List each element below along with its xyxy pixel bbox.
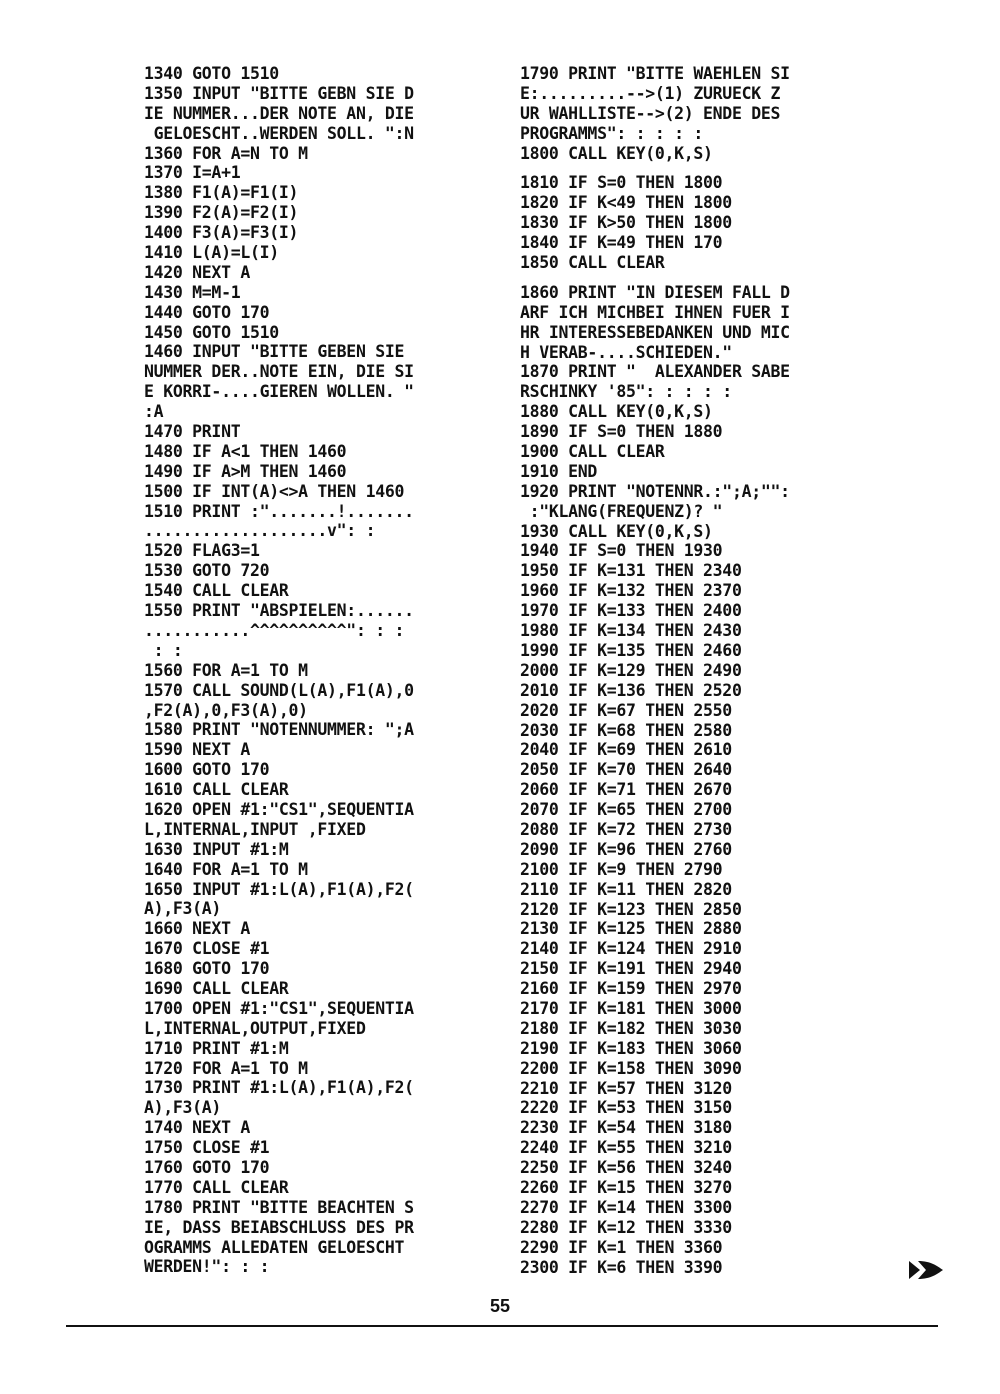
code-line: 1890 IF S=0 THEN 1880 [520, 422, 723, 442]
code-line: 2140 IF K=124 THEN 2910 [520, 939, 742, 959]
code-line: 2120 IF K=123 THEN 2850 [520, 899, 742, 919]
code-line: 2200 IF K=158 THEN 3090 [520, 1058, 742, 1078]
code-line: 2080 IF K=72 THEN 2730 [520, 819, 732, 839]
code-line: 1460 INPUT "BITTE GEBEN SIE [144, 342, 405, 362]
double-arrow-right-icon [907, 1258, 945, 1282]
code-line: 1860 PRINT "IN DIESEM FALL D [520, 282, 790, 302]
code-line: 1830 IF K>50 THEN 1800 [520, 213, 732, 233]
code-line: 1710 PRINT #1:M [144, 1038, 289, 1058]
code-line: 1550 PRINT "ABSPIELEN:...... [144, 601, 414, 621]
code-line: 1360 FOR A=N TO M [144, 143, 308, 163]
code-line: 1700 OPEN #1:"CS1",SEQUENTIA [144, 998, 414, 1018]
code-line: 1720 FOR A=1 TO M [144, 1058, 308, 1078]
code-line: 1490 IF A>M THEN 1460 [144, 461, 347, 481]
code-line: A),F3(A) [144, 1098, 222, 1118]
code-line: ...................v": : [144, 521, 376, 541]
code-line: 2070 IF K=65 THEN 2700 [520, 800, 732, 820]
code-line: 1650 INPUT #1:L(A),F1(A),F2( [144, 879, 414, 899]
code-line: 1750 CLOSE #1 [144, 1138, 270, 1158]
left-code-column [144, 64, 494, 1277]
code-line: 1570 CALL SOUND(L(A),F1(A),0 [144, 680, 414, 700]
code-line: 2180 IF K=182 THEN 3030 [520, 1018, 742, 1038]
block-gap [520, 163, 865, 173]
code-line: 2150 IF K=191 THEN 2940 [520, 959, 742, 979]
code-line: 1630 INPUT #1:M [144, 839, 289, 859]
code-line: 1530 GOTO 720 [144, 561, 270, 581]
code-line: 1350 INPUT "BITTE GEBN SIE D [144, 83, 414, 103]
code-line: 1950 IF K=131 THEN 2340 [520, 561, 742, 581]
code-line: 1590 NEXT A [144, 740, 250, 760]
code-line: 2240 IF K=55 THEN 3210 [520, 1138, 732, 1158]
page-number: 55 [489, 1296, 511, 1316]
code-line: 1940 IF S=0 THEN 1930 [520, 541, 723, 561]
code-line: E:.........-->(1) ZURUECK Z [520, 83, 781, 103]
code-line: 1410 L(A)=L(I) [144, 243, 279, 263]
code-line: 1790 PRINT "BITTE WAEHLEN SI [520, 64, 790, 83]
code-line: 1520 FLAG3=1 [144, 541, 260, 561]
code-line: 1850 CALL CLEAR [520, 253, 665, 273]
code-line: 2300 IF K=6 THEN 3390 [520, 1257, 723, 1277]
code-line: 1800 CALL KEY(0,K,S) [520, 143, 713, 163]
code-line: 1900 CALL CLEAR [520, 442, 665, 462]
code-line: 1480 IF A<1 THEN 1460 [144, 441, 347, 461]
code-line: 1660 NEXT A [144, 919, 250, 939]
code-line: 2170 IF K=181 THEN 3000 [520, 998, 742, 1018]
code-line: 1510 PRINT :".......!....... [144, 501, 414, 521]
footer-rule [66, 1325, 938, 1327]
code-line: 2260 IF K=15 THEN 3270 [520, 1177, 732, 1197]
code-line: UR WAHLLISTE-->(2) ENDE DES [520, 103, 781, 123]
code-line: 1450 GOTO 1510 [144, 322, 279, 342]
code-line: GELOESCHT..WERDEN SOLL. ":N [144, 123, 414, 143]
code-line: 2280 IF K=12 THEN 3330 [520, 1217, 732, 1237]
code-line: 1600 GOTO 170 [144, 760, 270, 780]
code-line: 1440 GOTO 170 [144, 302, 270, 322]
code-line: 1500 IF INT(A)<>A THEN 1460 [144, 481, 405, 501]
code-line: 1880 CALL KEY(0,K,S) [520, 402, 713, 422]
code-line: WERDEN!": : : [144, 1257, 270, 1277]
code-line: L,INTERNAL,OUTPUT,FIXED [144, 1018, 366, 1038]
code-line: PROGRAMMS": : : : : [520, 123, 704, 143]
code-line: 2290 IF K=1 THEN 3360 [520, 1237, 723, 1257]
code-line: HR INTERESSEBEDANKEN UND MIC [520, 322, 790, 342]
code-line: 1420 NEXT A [144, 262, 250, 282]
code-line: 1740 NEXT A [144, 1118, 250, 1138]
block-gap [520, 273, 865, 283]
code-line: 1640 FOR A=1 TO M [144, 859, 308, 879]
code-line: 1400 F3(A)=F3(I) [144, 223, 299, 243]
code-line: 1780 PRINT "BITTE BEACHTEN S [144, 1197, 414, 1217]
code-line: 1690 CALL CLEAR [144, 978, 289, 998]
code-line: 2090 IF K=96 THEN 2760 [520, 839, 732, 859]
code-line: 1340 GOTO 1510 [144, 64, 279, 83]
code-line: H VERAB-....SCHIEDEN." [520, 342, 732, 362]
code-line: 1430 M=M-1 [144, 282, 241, 302]
code-line: 2230 IF K=54 THEN 3180 [520, 1118, 732, 1138]
code-line: 2210 IF K=57 THEN 3120 [520, 1078, 732, 1098]
code-line: 1910 END [520, 461, 598, 481]
code-line: 2030 IF K=68 THEN 2580 [520, 720, 732, 740]
code-line: 1960 IF K=132 THEN 2370 [520, 581, 742, 601]
code-line: 2270 IF K=14 THEN 3300 [520, 1197, 732, 1217]
code-line: 1870 PRINT " ALEXANDER SABE [520, 362, 790, 382]
code-line: : : [144, 640, 183, 660]
code-line: 2060 IF K=71 THEN 2670 [520, 780, 732, 800]
code-line: A),F3(A) [144, 899, 222, 919]
code-line: 1680 GOTO 170 [144, 959, 270, 979]
code-line: 2110 IF K=11 THEN 2820 [520, 879, 732, 899]
code-line: 1390 F2(A)=F2(I) [144, 203, 299, 223]
code-line: 1610 CALL CLEAR [144, 780, 289, 800]
code-line: 2130 IF K=125 THEN 2880 [520, 919, 742, 939]
code-line: OGRAMMS ALLEDATEN GELOESCHT [144, 1237, 405, 1257]
code-line: 2050 IF K=70 THEN 2640 [520, 760, 732, 780]
code-line: 1770 CALL CLEAR [144, 1177, 289, 1197]
code-line: 1470 PRINT [144, 422, 241, 442]
code-line: 2250 IF K=56 THEN 3240 [520, 1158, 732, 1178]
code-line: 1820 IF K<49 THEN 1800 [520, 193, 732, 213]
code-line: NUMMER DER..NOTE EIN, DIE SI [144, 362, 414, 382]
code-line: 1930 CALL KEY(0,K,S) [520, 521, 713, 541]
code-line: :A [144, 402, 164, 422]
code-line: 2220 IF K=53 THEN 3150 [520, 1098, 732, 1118]
code-line: 1580 PRINT "NOTENNUMMER: ";A [144, 720, 414, 740]
code-line: 2010 IF K=136 THEN 2520 [520, 680, 742, 700]
code-line: IE NUMMER...DER NOTE AN, DIE [144, 103, 414, 123]
code-line: 1840 IF K=49 THEN 170 [520, 233, 723, 253]
code-line: 2040 IF K=69 THEN 2610 [520, 740, 732, 760]
code-line: 2160 IF K=159 THEN 2970 [520, 979, 742, 999]
code-line: L,INTERNAL,INPUT ,FIXED [144, 819, 366, 839]
code-line: ,F2(A),0,F3(A),0) [144, 700, 308, 720]
code-line: 2100 IF K=9 THEN 2790 [520, 859, 723, 879]
code-line: 1920 PRINT "NOTENNR.:";A;"": [520, 481, 790, 501]
code-line: IE, DASS BEIABSCHLUSS DES PR [144, 1217, 414, 1237]
code-line: 2020 IF K=67 THEN 2550 [520, 700, 732, 720]
code-line: 1730 PRINT #1:L(A),F1(A),F2( [144, 1078, 414, 1098]
code-line: ...........^^^^^^^^^^": : : [144, 620, 405, 640]
code-line: 2190 IF K=183 THEN 3060 [520, 1038, 742, 1058]
code-line: :"KLANG(FREQUENZ)? " [520, 501, 723, 521]
code-line: E KORRI-....GIEREN WOLLEN. " [144, 382, 414, 402]
code-line: 1980 IF K=134 THEN 2430 [520, 621, 742, 641]
code-line: 2000 IF K=129 THEN 2490 [520, 660, 742, 680]
code-line: 1620 OPEN #1:"CS1",SEQUENTIA [144, 799, 414, 819]
code-line: 1560 FOR A=1 TO M [144, 660, 308, 680]
right-code-column [520, 64, 865, 1277]
code-line: 1670 CLOSE #1 [144, 939, 270, 959]
code-line: 1810 IF S=0 THEN 1800 [520, 173, 723, 193]
code-line: 1380 F1(A)=F1(I) [144, 183, 299, 203]
code-line: RSCHINKY '85": : : : : [520, 382, 732, 402]
code-line: 1370 I=A+1 [144, 163, 241, 183]
code-line: 1990 IF K=135 THEN 2460 [520, 640, 742, 660]
code-line: 1970 IF K=133 THEN 2400 [520, 601, 742, 621]
code-line: 1760 GOTO 170 [144, 1157, 270, 1177]
code-line: ARF ICH MICHBEI IHNEN FUER I [520, 302, 790, 322]
code-line: 1540 CALL CLEAR [144, 581, 289, 601]
